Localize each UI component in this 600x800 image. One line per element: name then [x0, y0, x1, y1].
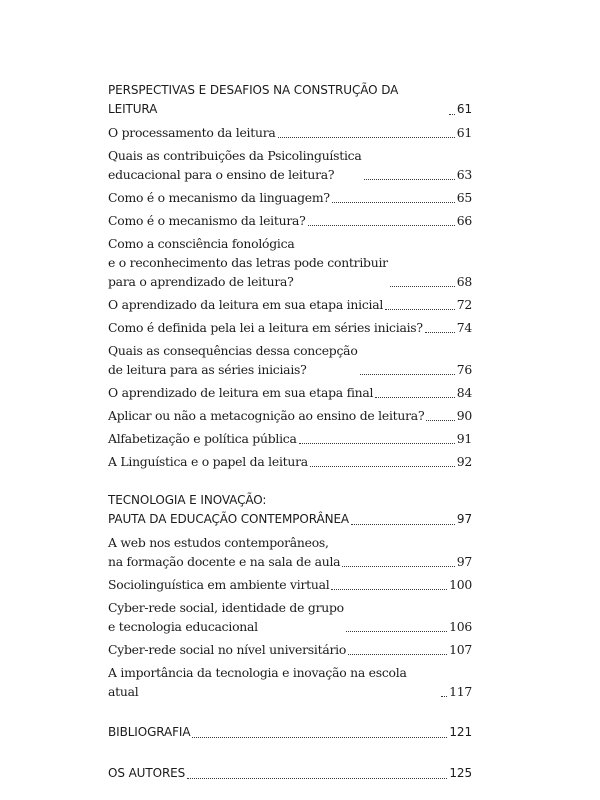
toc-page-number: 63 — [456, 167, 472, 182]
toc-entry-title: Cyber-rede social no nível universitário — [108, 642, 347, 657]
toc-entry[interactable] — [108, 406, 472, 425]
toc-page-number: 61 — [456, 125, 472, 140]
toc-entry[interactable] — [108, 295, 472, 314]
toc-entry[interactable] — [108, 188, 472, 207]
dot-leader — [308, 225, 455, 226]
toc-page-number: 72 — [456, 297, 472, 312]
toc-entry-title: Cyber-rede social, identidade de grupo e tecnologia educacional — [108, 600, 344, 634]
toc-entry[interactable] — [108, 429, 472, 448]
toc-entry-title: A web nos estudos contemporâneos, na formação docente e na sala de aula — [108, 535, 341, 569]
toc-page-number: 117 — [449, 684, 472, 699]
toc-entry-title: O aprendizado de leitura em sua etapa final — [108, 385, 374, 400]
dot-leader — [425, 332, 455, 333]
toc-page-number: 66 — [456, 213, 472, 228]
dot-leader — [278, 137, 455, 138]
dot-leader — [351, 524, 455, 525]
dot-leader — [348, 654, 447, 655]
toc-entry-title: Alfabetização e política pública — [108, 431, 297, 446]
table-of-contents — [108, 81, 472, 787]
toc-entry-title: O aprendizado da leitura em sua etapa inicial — [108, 297, 384, 312]
toc-entry-title: O processamento da leitura — [108, 125, 276, 140]
toc-entry-title: Como é definida pela lei a leitura em séries iniciais? — [108, 320, 423, 335]
toc-entry[interactable] — [108, 663, 472, 701]
dot-leader — [331, 589, 447, 590]
toc-entry[interactable] — [108, 533, 472, 571]
dot-leader — [332, 202, 455, 203]
toc-page-number: 125 — [449, 766, 472, 780]
toc-section-autores[interactable] — [108, 764, 472, 783]
toc-entry[interactable] — [108, 452, 472, 471]
dot-leader — [426, 420, 454, 421]
toc-entry-title: PERSPECTIVAS E DESAFIOS NA CONSTRUÇÃO DA LEITURA — [108, 83, 399, 116]
toc-page-number: 90 — [456, 408, 472, 423]
dot-leader — [187, 778, 447, 779]
dot-leader — [342, 566, 454, 567]
dot-leader — [364, 179, 455, 180]
toc-section-perspectivas[interactable] — [108, 81, 472, 119]
toc-section-bibliografia[interactable] — [108, 723, 472, 742]
dot-leader — [449, 114, 455, 115]
toc-page-number: 107 — [449, 642, 472, 657]
toc-page-number: 65 — [456, 190, 472, 205]
toc-entry-title: BIBLIOGRAFIA — [108, 725, 191, 739]
toc-page-number: 61 — [456, 102, 472, 116]
toc-entry-title: Como é o mecanismo da leitura? — [108, 213, 306, 228]
toc-page-number: 91 — [456, 431, 472, 446]
toc-entry-title: Aplicar ou não a metacognição ao ensino de leitura? — [108, 408, 425, 423]
toc-entry[interactable] — [108, 598, 472, 636]
toc-entry[interactable] — [108, 146, 472, 184]
toc-section-tecnologia[interactable] — [108, 491, 472, 529]
toc-page-number: 121 — [449, 725, 472, 739]
toc-page-number: 100 — [449, 577, 472, 592]
toc-entry[interactable] — [108, 341, 472, 379]
toc-entry-title: Quais as contribuições da Psicolinguística educacional para o ensino de leitura? — [108, 148, 362, 182]
dot-leader — [375, 397, 454, 398]
toc-entry-title: OS AUTORES — [108, 766, 186, 780]
dot-leader — [299, 443, 455, 444]
toc-page-number: 106 — [449, 619, 472, 634]
toc-page-number: 92 — [456, 454, 472, 469]
dot-leader — [390, 286, 455, 287]
toc-entry[interactable] — [108, 318, 472, 337]
toc-page-number: 68 — [456, 274, 472, 289]
toc-page-number: 76 — [456, 362, 472, 377]
toc-entry[interactable] — [108, 123, 472, 142]
dot-leader — [441, 696, 447, 697]
dot-leader — [192, 737, 447, 738]
toc-entry[interactable] — [108, 575, 472, 594]
toc-entry-title: Quais as consequências dessa concepção de leitura para as séries iniciais? — [108, 343, 358, 377]
toc-entry[interactable] — [108, 211, 472, 230]
toc-entry-title: A Linguística e o papel da leitura — [108, 454, 308, 469]
toc-page-number: 74 — [456, 320, 472, 335]
toc-entry-title: TECNOLOGIA E INOVAÇÃO: PAUTA DA EDUCAÇÃO CONTEMPORÂNEA — [108, 493, 350, 526]
dot-leader — [310, 466, 455, 467]
toc-page-number: 97 — [456, 554, 472, 569]
dot-leader — [385, 309, 455, 310]
toc-entry-title: Como é o mecanismo da linguagem? — [108, 190, 330, 205]
toc-entry[interactable] — [108, 640, 472, 659]
toc-entry[interactable] — [108, 383, 472, 402]
toc-entry[interactable] — [108, 234, 472, 291]
dot-leader — [346, 631, 447, 632]
toc-entry-title: A importância da tecnologia e inovação na escola atual — [108, 665, 407, 699]
toc-entry-title: Sociolinguística em ambiente virtual — [108, 577, 330, 592]
toc-entry-title: Como a consciência fonológica e o reconhecimento das letras pode contribuir para o aprendizado de leitura? — [108, 236, 388, 289]
dot-leader — [360, 374, 455, 375]
toc-page-number: 84 — [456, 385, 472, 400]
toc-page-number: 97 — [456, 512, 472, 526]
